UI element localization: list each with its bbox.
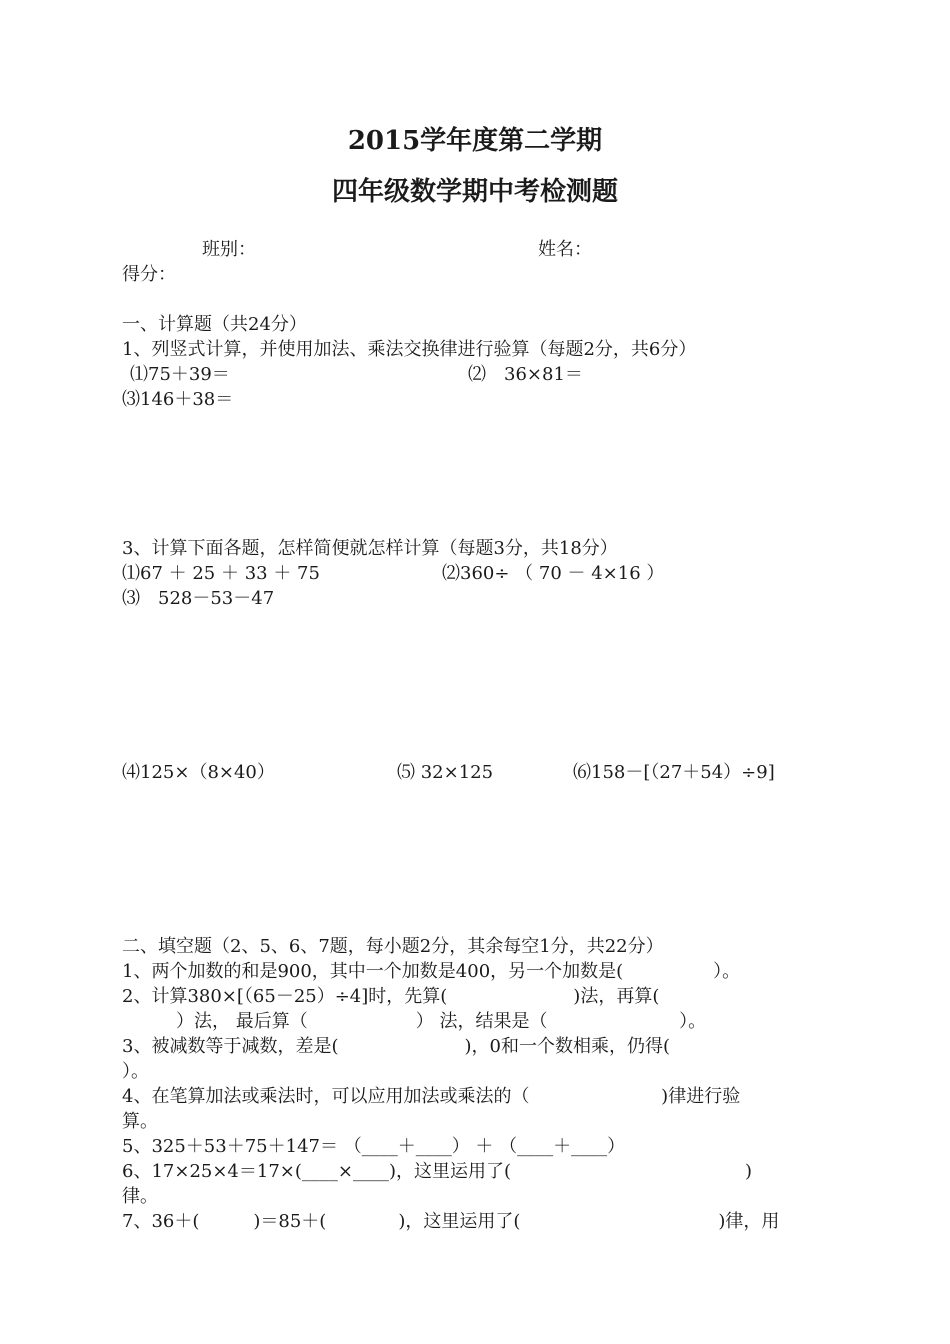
fill-line: 2、计算380×[（65－25）÷4]时，先算( )法，再算( [122, 986, 660, 1007]
question-1c: ⑶146＋38＝ [122, 389, 234, 410]
fill-line: ）。 [122, 1061, 149, 1082]
fill-line: 3、被减数等于减数，差是( )，0和一个数相乘，仍得( [122, 1036, 670, 1057]
section2-heading: 二、填空题（2、5、6、7题，每小题2分，其余每空1分，共22分） [122, 936, 664, 957]
section1-heading: 一、计算题（共24分） [122, 314, 307, 335]
question-3f: ⑹158－[（27＋54）÷9] [573, 762, 775, 783]
question-3d: ⑷125×（8×40） [122, 762, 275, 783]
question-1a: ⑴75＋39＝ [130, 364, 230, 385]
title-line1: 2015学年度第二学期 [347, 126, 603, 156]
title-line2: 四年级数学期中考检测题 [331, 177, 618, 207]
fill-line: 4、在笔算加法或乘法时，可以应用加法或乘法的（ )律进行验 [122, 1086, 741, 1107]
fill-line: 算。 [122, 1111, 158, 1132]
question-3b: ⑵360÷ （ 70 － 4×16 ） [442, 563, 665, 584]
fill-line: 5、325＋53＋75＋147＝ （____＋____） ＋ （____＋____） [122, 1136, 626, 1157]
question-3a: ⑴67 ＋ 25 ＋ 33 ＋ 75 [122, 563, 320, 584]
fill-line: 7、36＋( )＝85＋( )，这里运用了( )律，用 [122, 1211, 780, 1232]
class-label: 班别： [202, 239, 256, 260]
question-1b: ⑵ 36×81＝ [468, 364, 583, 385]
fill-line: 律。 [122, 1186, 158, 1207]
name-label: 姓名： [538, 239, 592, 260]
question-3: 3、计算下面各题，怎样简便就怎样计算（每题3分，共18分） [122, 538, 618, 559]
question-3e: ⑸ 32×125 [397, 762, 494, 783]
question-3c: ⑶ 528－53－47 [122, 588, 275, 609]
fill-line: ）法， 最后算（ ） 法，结果是（ ）。 [122, 1011, 707, 1032]
question-1: 1、列竖式计算，并使用加法、乘法交换律进行验算（每题2分，共6分） [122, 339, 697, 360]
fill-line: 6、17×25×4＝17×(____×____)，这里运用了( ) [122, 1161, 753, 1182]
score-label: 得分： [122, 264, 176, 285]
fill-line: 1、两个加数的和是900，其中一个加数是400，另一个加数是( ）。 [122, 961, 741, 982]
